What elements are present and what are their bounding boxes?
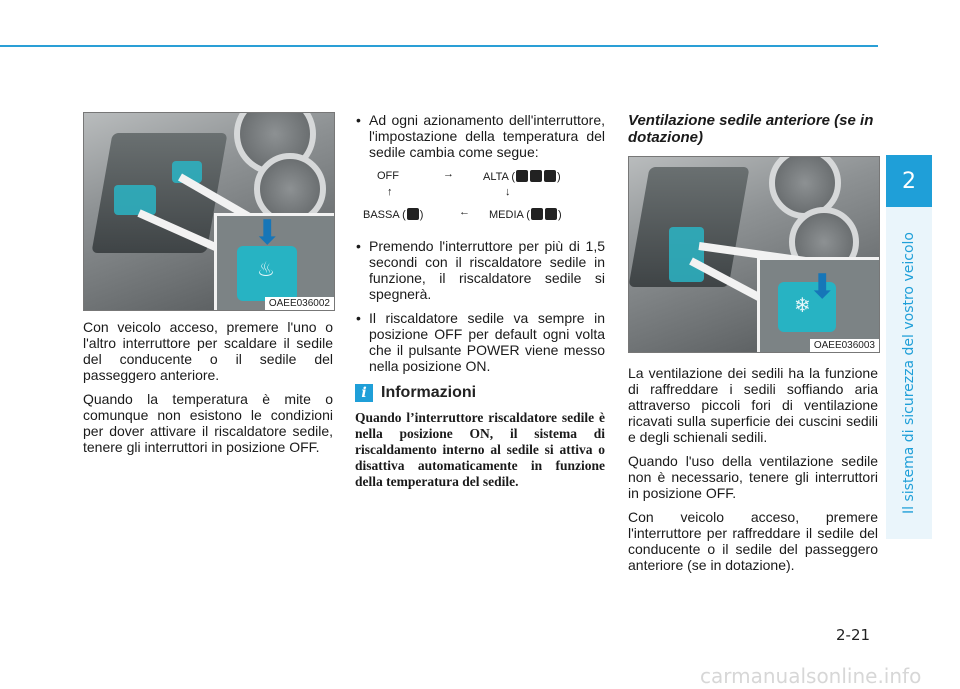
chapter-title: Il sistema di sicurezza del vostro veicolo — [901, 232, 917, 514]
cycle-media-label: MEDIA ( — [489, 209, 530, 221]
seat-heater-photo — [83, 112, 335, 311]
info-body: Quando l’interruttore riscaldatore sedile è nella posizione ON, il sistema di riscaldamento interno al sedile si attiva o disattiva automaticamente in funzione della temperatura del sedile. — [355, 410, 605, 489]
press-arrow-icon: ⬇ — [253, 214, 282, 252]
top-rule — [0, 45, 878, 47]
paragraph: Quando l'uso della ventilazione sedile non è necessario, tenere gli interruttori in posizione OFF. — [628, 453, 878, 501]
arrow-up-icon: ↑ — [387, 186, 393, 198]
arrow-down-icon: ↓ — [505, 186, 511, 198]
cycle-close: ) — [557, 171, 561, 183]
switch-highlight — [669, 227, 704, 282]
bullet-item: • Premendo l'interruttore per più di 1,5 secondi con il riscaldatore sedile in funzione, il riscaldatore sedile si spegnerà. — [355, 238, 605, 302]
cycle-alta-label: ALTA ( — [483, 171, 515, 183]
bullet-item: • Ad ogni azionamento dell'interruttore, l'impostazione della temperatura del sedile cambia come segue: — [355, 112, 605, 160]
cycle-bassa — [363, 208, 423, 221]
info-header — [355, 384, 605, 402]
press-arrow-icon: ⬇ — [808, 268, 837, 306]
cycle-alta — [483, 170, 561, 183]
middle-column — [355, 112, 605, 490]
cycle-close: ) — [419, 209, 424, 221]
ventilated-seat-icon: ❄ — [794, 295, 811, 317]
watermark: carmanualsonline.info — [700, 664, 922, 688]
arrow-left-icon: ← — [459, 206, 470, 218]
bullet-item: • Il riscaldatore sedile va sempre in posizione OFF per default ogni volta che il pulsante POWER viene messo nella posizione ON. — [355, 310, 605, 374]
paragraph: Con veicolo acceso, premere l'interruttore per raffreddare il sedile del conducente o il sedile del passeggero anteriore (se in dotazione). — [628, 509, 878, 573]
heat-level-icon — [545, 208, 557, 220]
paragraph: Quando la temperatura è mite o comunque non esistono le condizioni per dover attivare il riscaldatore sedile, tenere gli interruttori in posizione OFF. — [83, 391, 333, 455]
paragraph: La ventilazione dei sedili ha la funzione di raffreddare i sedili soffiando aria attraverso piccoli fori di ventilazione ricavati sulla superficie dei cuscini sedili e degli schienali sedili. — [628, 365, 878, 445]
page-number: 2-21 — [836, 626, 871, 644]
heat-level-icon — [407, 208, 419, 220]
heat-level-icon — [544, 170, 556, 182]
seat-ventilation-photo — [628, 156, 880, 353]
image-code: OAEE036002 — [265, 297, 334, 310]
cycle-media — [489, 208, 562, 221]
info-icon: i — [355, 384, 373, 402]
left-column — [83, 112, 333, 463]
switch-highlight — [114, 185, 156, 215]
heat-level-icon — [516, 170, 528, 182]
paragraph: Con veicolo acceso, premere l'uno o l'altro interruttore per scaldare il sedile del conducente o il sedile del passeggero anteriore. — [83, 319, 333, 383]
section-title: Ventilazione sedile anteriore (se in dotazione) — [628, 112, 874, 146]
info-title: Informazioni — [381, 384, 477, 401]
cycle-bassa-label: BASSA ( — [363, 209, 406, 221]
temperature-cycle — [355, 168, 605, 228]
right-column — [628, 112, 878, 581]
image-code: OAEE036003 — [810, 339, 879, 352]
chapter-number: 2 — [886, 155, 932, 207]
heat-level-icon — [531, 208, 543, 220]
heat-level-icon — [530, 170, 542, 182]
cycle-off: OFF — [377, 170, 399, 182]
heated-seat-icon: ♨ — [257, 259, 275, 281]
arrow-right-icon: → — [443, 168, 454, 180]
chapter-strip — [886, 207, 932, 539]
cycle-close: ) — [557, 209, 562, 221]
